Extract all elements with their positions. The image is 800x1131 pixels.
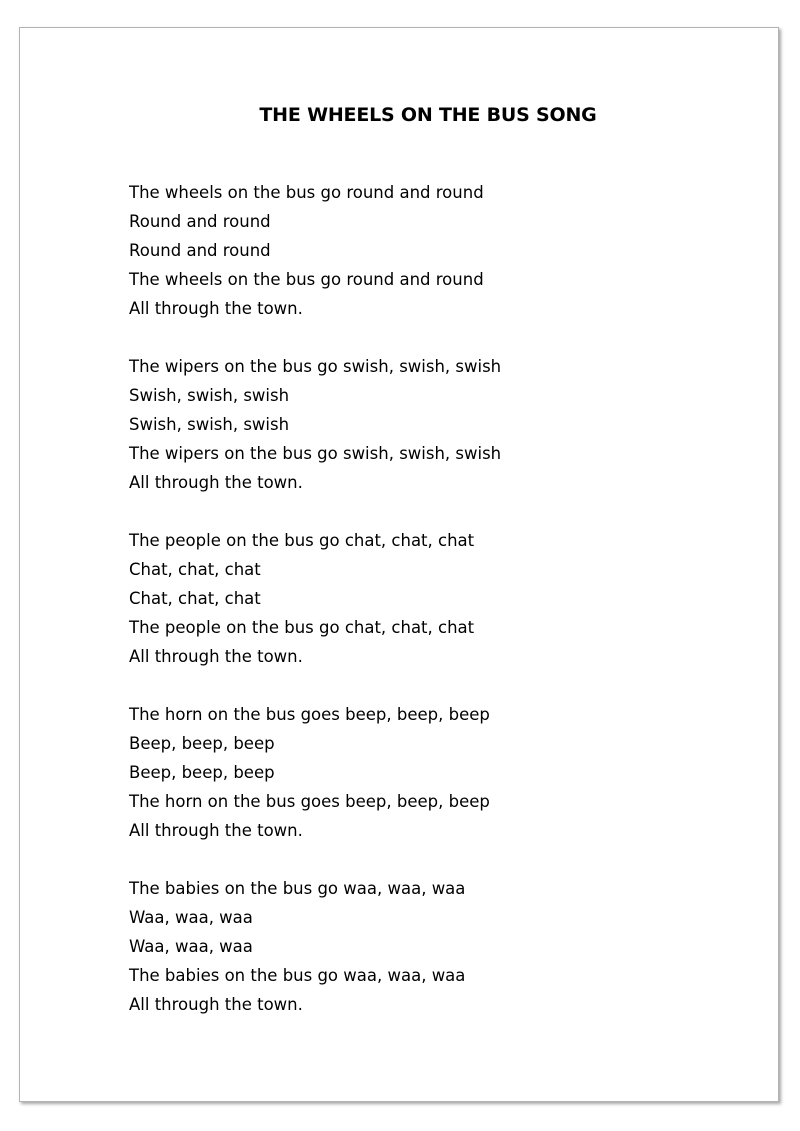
verse-1 [129, 178, 749, 323]
lyric-line: Chat, chat, chat [129, 589, 261, 608]
lyric-line: Swish, swish, swish [129, 386, 290, 405]
lyric-line: The people on the bus go chat, chat, chat [129, 531, 475, 550]
lyric-line: Beep, beep, beep [129, 734, 275, 753]
lyric-line: All through the town. [129, 647, 303, 666]
document-page [19, 27, 779, 1102]
lyric-line: The horn on the bus goes beep, beep, beep [129, 792, 490, 811]
lyric-line: Waa, waa, waa [129, 908, 253, 927]
lyric-line: Waa, waa, waa [129, 937, 253, 956]
lyric-line: All through the town. [129, 821, 303, 840]
lyric-line: All through the town. [129, 299, 303, 318]
lyric-line: All through the town. [129, 995, 303, 1014]
lyric-line: Chat, chat, chat [129, 560, 261, 579]
lyric-line: The babies on the bus go waa, waa, waa [129, 879, 466, 898]
lyric-line: The people on the bus go chat, chat, chat [129, 618, 475, 637]
lyrics-body [129, 178, 749, 1048]
lyric-line: The babies on the bus go waa, waa, waa [129, 966, 466, 985]
lyric-line: The wheels on the bus go round and round [129, 270, 484, 289]
lyric-line: All through the town. [129, 473, 303, 492]
lyric-line: The wipers on the bus go swish, swish, swish [129, 357, 502, 376]
lyric-line: Beep, beep, beep [129, 763, 275, 782]
lyric-line: Swish, swish, swish [129, 415, 290, 434]
lyric-line: The wipers on the bus go swish, swish, swish [129, 444, 502, 463]
lyric-line: The wheels on the bus go round and round [129, 183, 484, 202]
page-title: THE WHEELS ON THE BUS SONG [259, 104, 597, 126]
lyric-line: Round and round [129, 241, 271, 260]
verse-2 [129, 352, 749, 497]
verse-4 [129, 700, 749, 845]
lyric-line: Round and round [129, 212, 271, 231]
verse-5 [129, 874, 749, 1019]
lyric-line: The horn on the bus goes beep, beep, beep [129, 705, 490, 724]
verse-3 [129, 526, 749, 671]
